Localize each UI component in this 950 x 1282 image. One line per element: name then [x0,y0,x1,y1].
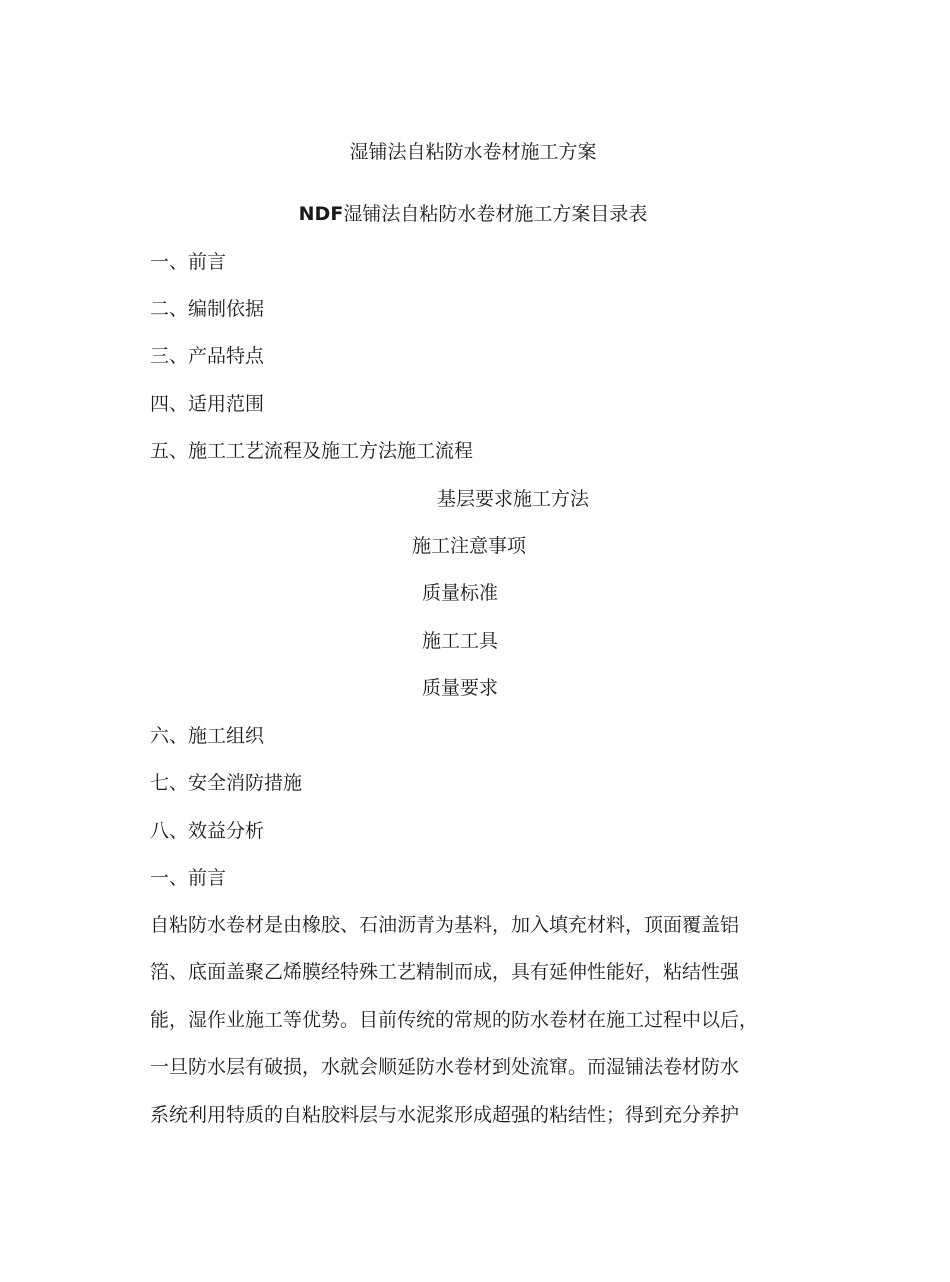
toc-item-3: 三、产品特点 [150,345,265,367]
body-line-1: 自粘防水卷材是由橡胶、石油沥青为基料，加入填充材料，顶面覆盖铝 [150,914,740,936]
body-line-4: 一旦防水层有破损，水就会顺延防水卷材到处流窜。而湿铺法卷材防水 [150,1056,740,1078]
toc-item-6: 六、施工组织 [150,725,265,747]
toc-item-7: 七、安全消防措施 [150,772,303,794]
section-heading: 一、前言 [150,867,227,889]
toc-subitem-3: 质量标准 [422,582,499,604]
toc-subitem-1: 基层要求施工方法 [437,488,590,510]
toc-item-8: 八、效益分析 [150,820,265,842]
toc-subitem-5: 质量要求 [422,677,499,699]
toc-heading-prefix: NDF [298,203,344,225]
body-line-5: 系统利用特质的自粘胶料层与水泥浆形成超强的粘结性；得到充分养护 [150,1104,740,1126]
toc-subitem-2: 施工注意事项 [412,535,527,557]
body-line-3: 能，湿作业施工等优势。目前传统的常规的防水卷材在施工过程中以后， [150,1009,759,1031]
toc-item-1: 一、前言 [150,251,227,273]
document-title: 湿铺法自粘防水卷材施工方案 [349,141,597,163]
toc-subitem-4: 施工工具 [422,630,499,652]
toc-item-5: 五、施工工艺流程及施工方法施工流程 [150,440,474,462]
toc-item-4: 四、适用范围 [150,393,265,415]
body-line-2: 箔、底面盖聚乙烯膜经特殊工艺精制而成，具有延伸性能好，粘结性强 [150,961,740,983]
toc-item-2: 二、编制依据 [150,298,265,320]
toc-heading [0,202,946,226]
toc-heading-text: 湿铺法自粘防水卷材施工方案目录表 [343,203,648,225]
